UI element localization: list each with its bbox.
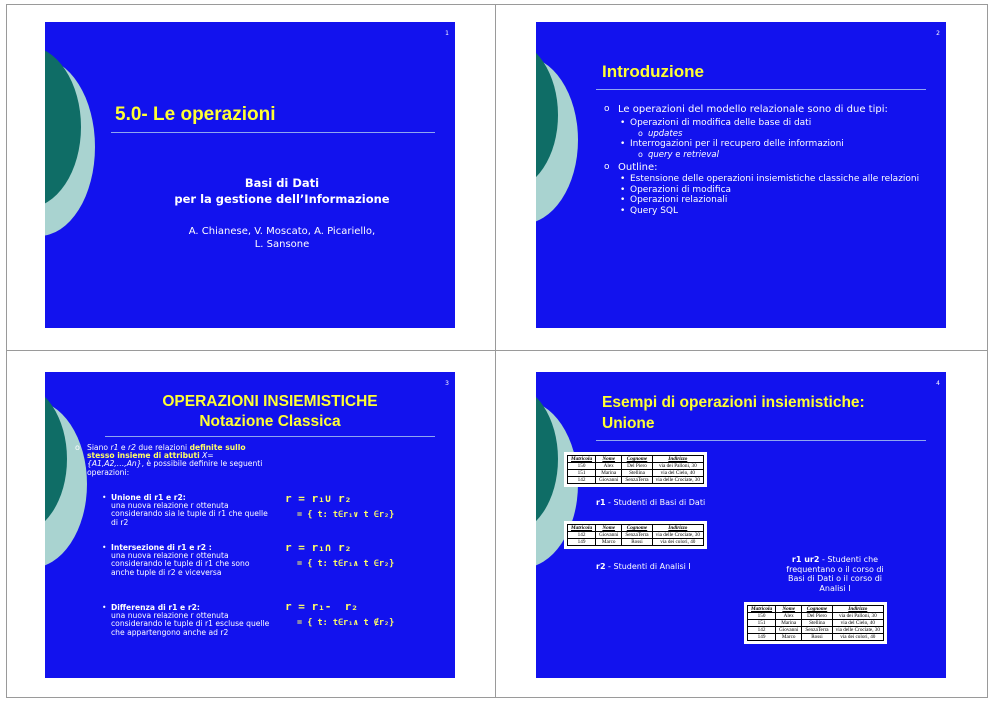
list-item: [638, 150, 924, 160]
list-item: [618, 195, 924, 206]
slide-title: 5.0- Le operazioni: [115, 104, 276, 125]
relation-label: r1: [596, 498, 606, 507]
formula-union-2: = { t: t∈r₁∨ t ∈r₂}: [297, 510, 395, 520]
column-header: Indirizzo: [832, 606, 883, 613]
table-cell: Del Piero: [622, 463, 652, 470]
list-item-text: Operazioni di modifica delle base di dati: [630, 117, 812, 128]
table-row: [568, 463, 704, 470]
list-item-text: updates: [648, 128, 683, 139]
title-rule: [111, 132, 435, 133]
table-cell: SenzaTerra: [802, 627, 832, 634]
table-union: [744, 602, 887, 644]
formula-difference-2: = { t: t∈r₁∧ t ∉r₂}: [297, 618, 395, 628]
list-item-text: Le operazioni del modello relazionale sono di due tipi:: [618, 104, 888, 115]
intro-fragment: X={A1,A2,…,An}: [87, 451, 214, 469]
slide-1[interactable]: [45, 22, 455, 328]
slide-title: [105, 392, 435, 432]
formula-intersection-1: r = r₁∩ r₂: [285, 541, 352, 554]
table-row: [568, 532, 704, 539]
slide-authors: [123, 225, 441, 251]
table-cell: 142: [568, 532, 596, 539]
table-cell: 150: [568, 463, 596, 470]
list-item: [618, 118, 924, 139]
table-r1: [564, 452, 707, 487]
title-rule: [596, 89, 926, 90]
table-cell: via delle Crociate, 30: [832, 627, 883, 634]
table-cell: via del Cielo, 40: [652, 470, 703, 477]
title-line: Esempi di operazioni insiemistiche:: [602, 394, 865, 411]
slide-title: Introduzione: [602, 62, 704, 81]
intro-fragment: due relazioni: [138, 443, 188, 452]
table-cell: Marina: [596, 470, 622, 477]
column-header: Nome: [596, 456, 622, 463]
column-header: Indirizzo: [652, 456, 703, 463]
intro-text: o Siano r1 e r2 due relazioni definite sullo stesso insieme di attributi X={A1,A2,…,An}, è possibile definire le seguenti operazioni:: [75, 443, 263, 477]
formula-intersection-2: = { t: t∈r₁∧ t ∈r₂}: [297, 559, 395, 569]
table-cell: via delle Crociate, 30: [652, 532, 703, 539]
table-cell: 149: [748, 634, 776, 641]
formula-union-1: r = r₁∪ r₂: [285, 492, 352, 505]
column-header: Nome: [596, 525, 622, 532]
list-item: [602, 104, 924, 160]
operation-name: Differenza di r1 e r2:: [111, 603, 200, 612]
table-cell: 142: [748, 627, 776, 634]
intro-fragment: , è possibile definire le seguenti operazioni:: [87, 459, 263, 477]
table-cell: Rossi: [802, 634, 832, 641]
relation-label: r2: [596, 562, 606, 571]
column-header: Cognome: [622, 456, 652, 463]
table-header-row: [748, 606, 884, 613]
operation-difference: • Differenza di r1 e r2: una nuova relazione r ottenuta considerando le tuple di r1 escluse quelle che appartengono anche ad r2: [102, 603, 270, 637]
table-row: [748, 627, 884, 634]
caption-r2: [596, 562, 691, 571]
column-header: Cognome: [622, 525, 652, 532]
authors-line: L. Sansone: [254, 239, 310, 250]
table-cell: Marina: [776, 620, 802, 627]
operation-name: Unione di r1 e r2:: [111, 493, 186, 502]
table-r2: [564, 521, 707, 549]
caption-r1: [596, 498, 705, 507]
list-item: [602, 162, 924, 217]
slide-2[interactable]: [536, 22, 946, 328]
table-cell: 142: [568, 477, 596, 484]
operation-name: Intersezione di r1 e r2 :: [111, 543, 212, 552]
table-cell: Stellina: [802, 620, 832, 627]
intro-highlight: definite sullo stesso insieme di attributi: [87, 443, 246, 461]
table-header-row: [568, 525, 704, 532]
operation-intersection: • Intersezione di r1 e r2 : una nuova relazione r ottenuta considerando le tuple di r1 che sono anche tuple di r2 e viceversa: [102, 543, 250, 577]
table-cell: Marco: [596, 539, 622, 546]
slide-4[interactable]: [536, 372, 946, 678]
table-cell: Giovanni: [596, 477, 622, 484]
column-header: Matricola: [748, 606, 776, 613]
table-cell: Alex: [596, 463, 622, 470]
list-item-text: query: [648, 149, 673, 160]
table-row: [568, 470, 704, 477]
table-row: [748, 620, 884, 627]
column-header: Indirizzo: [652, 525, 703, 532]
bullet-list: [602, 104, 924, 216]
list-item: [618, 185, 924, 196]
column-header: Matricola: [568, 456, 596, 463]
operation-description: una nuova relazione r ottenuta considerando le tuple di r1 che sono anche tuple di r2 e viceversa: [111, 551, 250, 577]
slide-number: 1: [445, 30, 449, 37]
list-item-text: Operazioni di modifica: [630, 184, 732, 195]
slide-subtitle: [123, 175, 441, 207]
relation-table: [567, 524, 704, 546]
subtitle-line: per la gestione dell’Informazione: [174, 192, 390, 206]
relation-table: [567, 455, 704, 484]
list-item-text: e: [675, 149, 681, 160]
relation-table: [747, 605, 884, 641]
table-cell: Del Piero: [802, 613, 832, 620]
page-divider-vertical: [495, 4, 496, 698]
intro-fragment: r1: [110, 443, 119, 452]
table-cell: Stellina: [622, 470, 652, 477]
slide-number: 3: [445, 380, 449, 387]
table-cell: via del Cielo, 40: [832, 620, 883, 627]
table-row: [568, 477, 704, 484]
list-item: [638, 129, 924, 139]
table-cell: via dei colori, 40: [652, 539, 703, 546]
formula-difference-1: r = r₁- r₂: [285, 600, 358, 613]
table-cell: via delle Crociate, 30: [652, 477, 703, 484]
table-cell: 151: [748, 620, 776, 627]
relation-caption: - Studenti di Analisi I: [605, 562, 691, 571]
list-item: [618, 206, 924, 217]
table-header-row: [568, 456, 704, 463]
relation-caption: - Studenti di Basi di Dati: [605, 498, 706, 507]
column-header: Matricola: [568, 525, 596, 532]
intro-fragment: e: [120, 443, 126, 452]
table-cell: Giovanni: [596, 532, 622, 539]
table-cell: 149: [568, 539, 596, 546]
table-cell: Rossi: [622, 539, 652, 546]
intro-fragment: r2: [127, 443, 136, 452]
title-rule: [105, 436, 435, 437]
title-rule: [596, 440, 926, 441]
title-line: OPERAZIONI INSIEMISTICHE: [162, 393, 378, 410]
table-row: [748, 613, 884, 620]
caption-union: [780, 555, 890, 593]
intro-fragment: Siano: [87, 443, 109, 452]
list-item: [618, 174, 924, 185]
table-cell: via dei Palloni, 30: [832, 613, 883, 620]
authors-line: A. Chianese, V. Moscato, A. Picariello,: [188, 226, 376, 237]
list-item-text: Estensione delle operazioni insiemistiche classiche alle relazioni: [630, 174, 920, 184]
table-row: [568, 539, 704, 546]
page-divider-horizontal: [6, 350, 988, 351]
table-cell: Alex: [776, 613, 802, 620]
slide-number: 2: [936, 30, 940, 37]
relation-label: r1 ur2: [791, 555, 820, 564]
list-item-text: Query SQL: [630, 205, 679, 216]
table-cell: via dei Palloni, 30: [652, 463, 703, 470]
column-header: Cognome: [802, 606, 832, 613]
slide-title: [602, 392, 865, 434]
table-cell: Marco: [776, 634, 802, 641]
operation-union: • Unione di r1 e r2: una nuova relazione r ottenuta considerando sia le tuple di r1 che quelle di r2: [102, 493, 268, 527]
relation-caption: - Studenti che frequentano o il corso di Basi di Dati o il corso di Analisi I: [786, 555, 884, 593]
slide-number: 4: [936, 380, 940, 387]
table-cell: SenzaTerra: [622, 477, 652, 484]
list-item-text: Operazioni relazionali: [630, 195, 728, 205]
operation-description: una nuova relazione r ottenuta considerando le tuple di r1 escluse quelle che appartengono anche ad r2: [111, 611, 270, 637]
table-cell: SenzaTerra: [622, 532, 652, 539]
table-cell: 150: [748, 613, 776, 620]
list-item-text: Outline:: [618, 161, 658, 173]
list-item-text: retrieval: [683, 149, 719, 160]
table-cell: 151: [568, 470, 596, 477]
operation-description: una nuova relazione r ottenuta considerando sia le tuple di r1 che quelle di r2: [111, 501, 268, 527]
table-cell: Giovanni: [776, 627, 802, 634]
list-item: [618, 139, 924, 160]
list-item-text: Interrogazioni per il recupero delle informazioni: [630, 138, 844, 149]
slide-3[interactable]: [45, 372, 455, 678]
title-line: Unione: [602, 415, 655, 432]
table-cell: via dei colori, 40: [832, 634, 883, 641]
column-header: Nome: [776, 606, 802, 613]
table-row: [748, 634, 884, 641]
subtitle-line: Basi di Dati: [244, 176, 320, 190]
title-line: Notazione Classica: [199, 413, 341, 430]
